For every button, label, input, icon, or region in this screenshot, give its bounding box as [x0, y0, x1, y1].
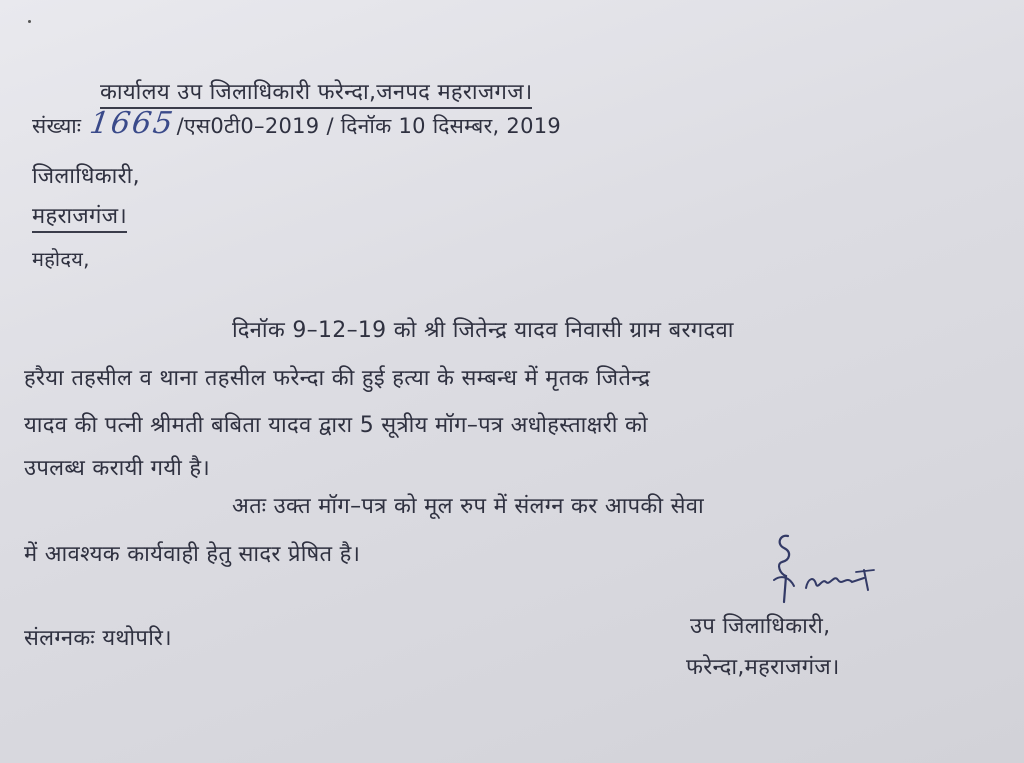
reference-suffix: /एस0टी0–2019 / दिनॉक 10 दिसम्बर, 2019	[176, 114, 562, 138]
enclosure-note: संलग्नकः यथोपरि।	[24, 626, 172, 651]
reference-line	[32, 106, 561, 141]
body-line: यादव की पत्नी श्रीमती बबिता यादव द्वारा 5 सूत्रीय मॉग–पत्र अधोहस्ताक्षरी को	[24, 413, 648, 438]
body-line: उपलब्ध करायी गयी है।	[24, 456, 210, 481]
body-line: अतः उक्त मॉग–पत्र को मूल रुप में संलग्न कर आपकी सेवा	[232, 494, 705, 519]
signatory-location: फरेन्दा,महराजगंज।	[686, 655, 840, 680]
body-line: दिनॉक 9–12–19 को श्री जितेन्द्र यादव निवासी ग्राम बरगदवा	[232, 318, 734, 343]
signatory-designation: उप जिलाधिकारी,	[690, 614, 831, 639]
reference-number: 1665	[87, 106, 178, 141]
paper-mark	[28, 20, 31, 23]
body-line: में आवश्यक कार्यवाही हेतु सादर प्रेषित है।	[24, 542, 361, 567]
reference-label: संख्याः	[32, 114, 82, 138]
body-line: हरैया तहसील व थाना तहसील फरेन्दा की हुई हत्या के सम्बन्ध में मृतक जितेन्द्र	[24, 366, 651, 391]
recipient-line-2: महराजगंज।	[32, 200, 127, 233]
handwritten-signature	[760, 530, 900, 610]
recipient-line-1: जिलाधिकारी,	[32, 164, 140, 189]
salutation: महोदय,	[32, 247, 90, 271]
office-heading: कार्यालय उप जिलाधिकारी फरेन्दा,जनपद महराजगज।	[100, 76, 532, 109]
